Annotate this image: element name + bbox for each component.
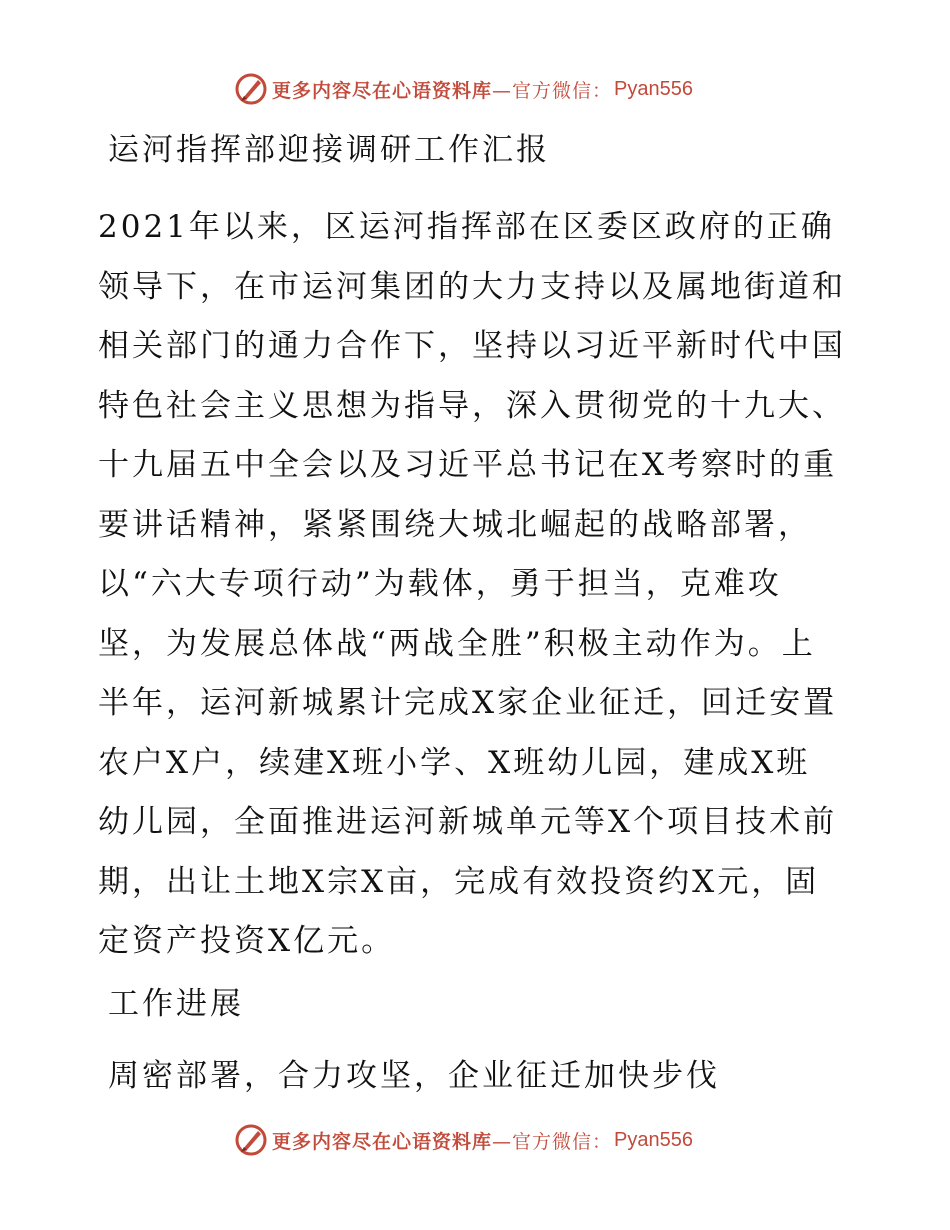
watermark-footer — [234, 1123, 693, 1157]
section-heading: 工作进展 — [108, 986, 244, 1022]
watermark-separator: —官方微信： — [492, 79, 613, 102]
body-line: 要讲话精神，紧紧围绕大城北崛起的战略部署， — [98, 506, 812, 543]
body-line: 幼儿园，全面推进运河新城单元等X个项目技术前 — [98, 804, 838, 840]
body-line: 农户X户，续建X班小学、X班幼儿园，建成X班 — [98, 744, 811, 781]
body-line: 特色社会主义思想为指导，深入贯彻党的十九大、 — [98, 387, 846, 424]
watermark-separator: —官方微信： — [492, 1130, 613, 1153]
document-title: 运河指挥部迎接调研工作汇报 — [108, 132, 550, 168]
body-line: 十九届五中全会以及习近平总书记在X考察时的重 — [98, 447, 838, 483]
watermark-wechat-id: Pyan556 — [614, 1128, 693, 1151]
body-line: 相关部门的通力合作下，坚持以习近平新时代中国 — [98, 328, 846, 364]
body-line: 期，出让土地X宗X亩，完成有效投资约X元，固 — [98, 863, 820, 900]
quill-pen-logo-icon — [234, 72, 268, 106]
watermark-text: 更多内容尽在心语资料库 — [272, 1130, 493, 1153]
body-line: 半年，运河新城累计完成X家企业征迁，回迁安置 — [98, 685, 838, 721]
body-line: 坚，为发展总体战“两战全胜”积极主动作为。上 — [98, 625, 816, 662]
watermark-text: 更多内容尽在心语资料库 — [272, 79, 493, 102]
body-line: 领导下，在市运河集团的大力支持以及属地街道和 — [98, 268, 846, 305]
body-line: 定资产投资X亿元。 — [98, 923, 396, 959]
watermark-header — [234, 72, 693, 106]
body-paragraph — [98, 198, 853, 972]
watermark-wechat-id: Pyan556 — [614, 77, 693, 100]
subsection-heading: 周密部署，合力攻坚，企业征迁加快步伐 — [108, 1058, 720, 1094]
body-line: 以“六大专项行动”为载体，勇于担当，克难攻 — [98, 566, 782, 602]
body-line: 2021年以来，区运河指挥部在区委区政府的正确 — [98, 209, 835, 245]
quill-pen-logo-icon — [234, 1123, 268, 1157]
